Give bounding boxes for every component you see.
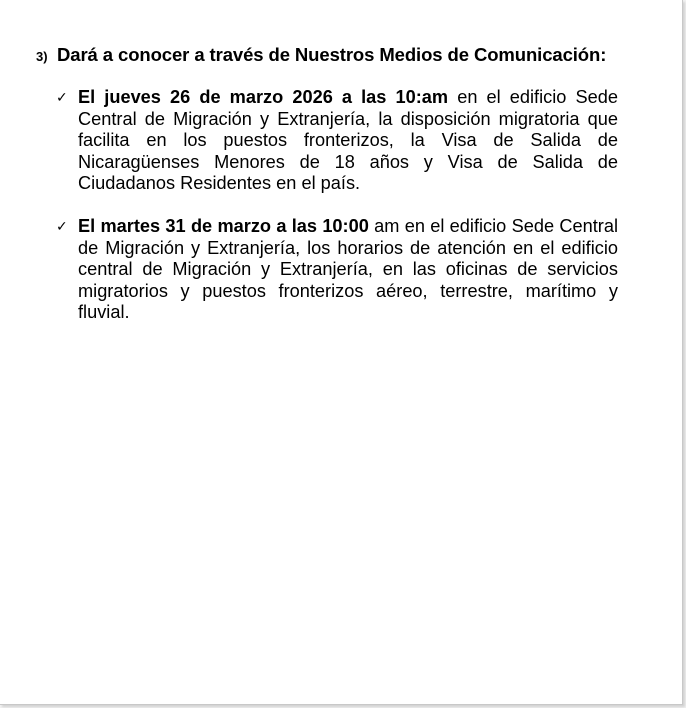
list-item-date: El jueves 26 de marzo 2026 a las 10:am (78, 87, 449, 107)
list-item-text (78, 87, 618, 195)
list-item (56, 216, 618, 324)
section-heading (36, 44, 636, 66)
list-item-body: en el edificio Sede Central de Migración y Extranjería, la disposición migratoria que facilita en los puestos fronterizos, la Visa de Salida de Nicaragüenses Menores de 18 años y Visa de Salida de Ciudadanos Residentes en el país. (78, 87, 618, 193)
section-title: Dará a conocer a través de Nuestros Medios de Comunicación: (57, 44, 607, 65)
checkmark-icon: ✓ (56, 89, 68, 105)
list-item-date: El martes 31 de marzo a las 10:00 (78, 216, 369, 236)
list-item (56, 87, 618, 195)
list-item-body: am en el edificio Sede Central de Migración y Extranjería, los horarios de atención en el edificio central de Migración y Extranjería, en las oficinas de servicios migratorios y puestos fronterizos aéreo, terrestre, marítimo y fluvial. (78, 216, 618, 322)
checkmark-icon: ✓ (56, 218, 68, 234)
list-item-text (78, 216, 618, 324)
section-number: 3) (36, 49, 48, 64)
